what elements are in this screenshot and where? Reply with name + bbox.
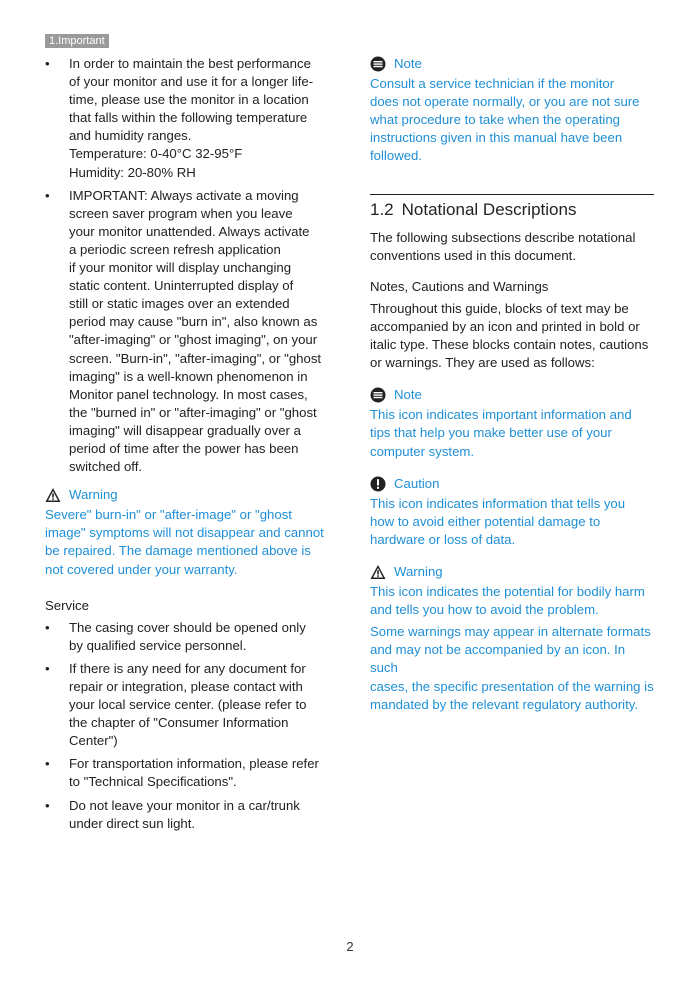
warning-label: Warning	[69, 487, 118, 503]
section-title-text: Notational Descriptions	[401, 199, 577, 219]
warning-label-row	[45, 486, 331, 504]
warning-text: This icon indicates the potential for bodily harm and tells you how to avoid the problem.	[370, 584, 645, 618]
environment-bullet-list	[45, 55, 331, 476]
section-tab: 1.Important	[45, 34, 109, 48]
list-item: • The casing cover should be opened only by qualified service personnel.	[45, 619, 331, 655]
left-column	[45, 55, 331, 838]
service-bullet-list	[45, 619, 331, 833]
page-number: 2	[346, 939, 354, 954]
intro-paragraph: The following subsections describe notational conventions used in this document.	[370, 229, 636, 263]
list-item: • If there is any need for any document for repair or integration, please contact with your local service center. (please refer to the chapter of "Consumer Information Center")	[45, 660, 331, 750]
warning-icon	[370, 564, 386, 580]
caution-text: This icon indicates information that tells you how to avoid either potential damage to hardware or loss of data.	[370, 495, 626, 547]
warning-icon	[45, 487, 61, 503]
note-icon	[370, 387, 386, 403]
warning-text: Severe" burn-in" or "after-image" or "ghost image" symptoms will not disappear and cannot be repaired. The damage mentioned above is not covered under your warranty.	[45, 507, 324, 577]
note-label: Note	[394, 387, 422, 403]
right-column	[370, 55, 654, 714]
section-title	[370, 194, 654, 221]
warning-label: Warning	[394, 563, 443, 579]
service-heading: Service	[45, 597, 89, 613]
caution-icon	[370, 476, 386, 492]
note-label: Note	[394, 56, 422, 71]
note-text: This icon indicates important information and tips that help you make better use of your computer system.	[370, 407, 632, 459]
notes-cautions-heading: Notes, Cautions and Warnings	[370, 278, 549, 294]
list-item: • In order to maintain the best performance of your monitor and use it for a longer life- time, please use the monitor in a location that falls within the following temperature and humidity ranges. Temperature: 0-40°C 32-95°F Humidity: 20-80% RH	[45, 55, 331, 182]
note-text: Consult a service technician if the monitor does not operate normally, or you are not sure what procedure to take when the operating instructions given in this manual have been followed.	[370, 76, 640, 164]
conventions-paragraph: Throughout this guide, blocks of text may be accompanied by an icon and printed in bold or italic type. These blocks contain notes, cautions or warnings. They are used as follows:	[370, 300, 649, 371]
note-label-row	[370, 386, 654, 404]
note-icon	[370, 56, 386, 72]
list-item: • IMPORTANT: Always activate a moving screen saver program when you leave your monitor unattended. Always activate a periodic screen refresh application if your monitor will display unchanging static content. Uninterrupted display of still or static images over an extended period may cause "burn in", also known as "after-imaging" or "ghost imaging", on your screen. "Burn-in", "after-imaging", or "ghost imaging" is a well-known phenomenon in Monitor panel technology. In most cases, the "burned in" or "after-imaging" or "ghost imaging" will disappear gradually over a period of time after the power has been switched off.	[45, 187, 331, 477]
caution-label-row	[370, 475, 654, 493]
list-item: • For transportation information, please refer to "Technical Specifications".	[45, 755, 331, 791]
list-item: • Do not leave your monitor in a car/trunk under direct sun light.	[45, 797, 331, 833]
caution-label: Caution	[394, 475, 440, 491]
note-label-row	[370, 55, 654, 73]
section-number: 1.2	[370, 199, 394, 219]
alternate-warning-text: Some warnings may appear in alternate formats and may not be accompanied by an icon. In such cases, the specific presentation of the warning is mandated by the relevant regulatory authority.	[370, 624, 654, 712]
warning-label-row	[370, 563, 654, 581]
